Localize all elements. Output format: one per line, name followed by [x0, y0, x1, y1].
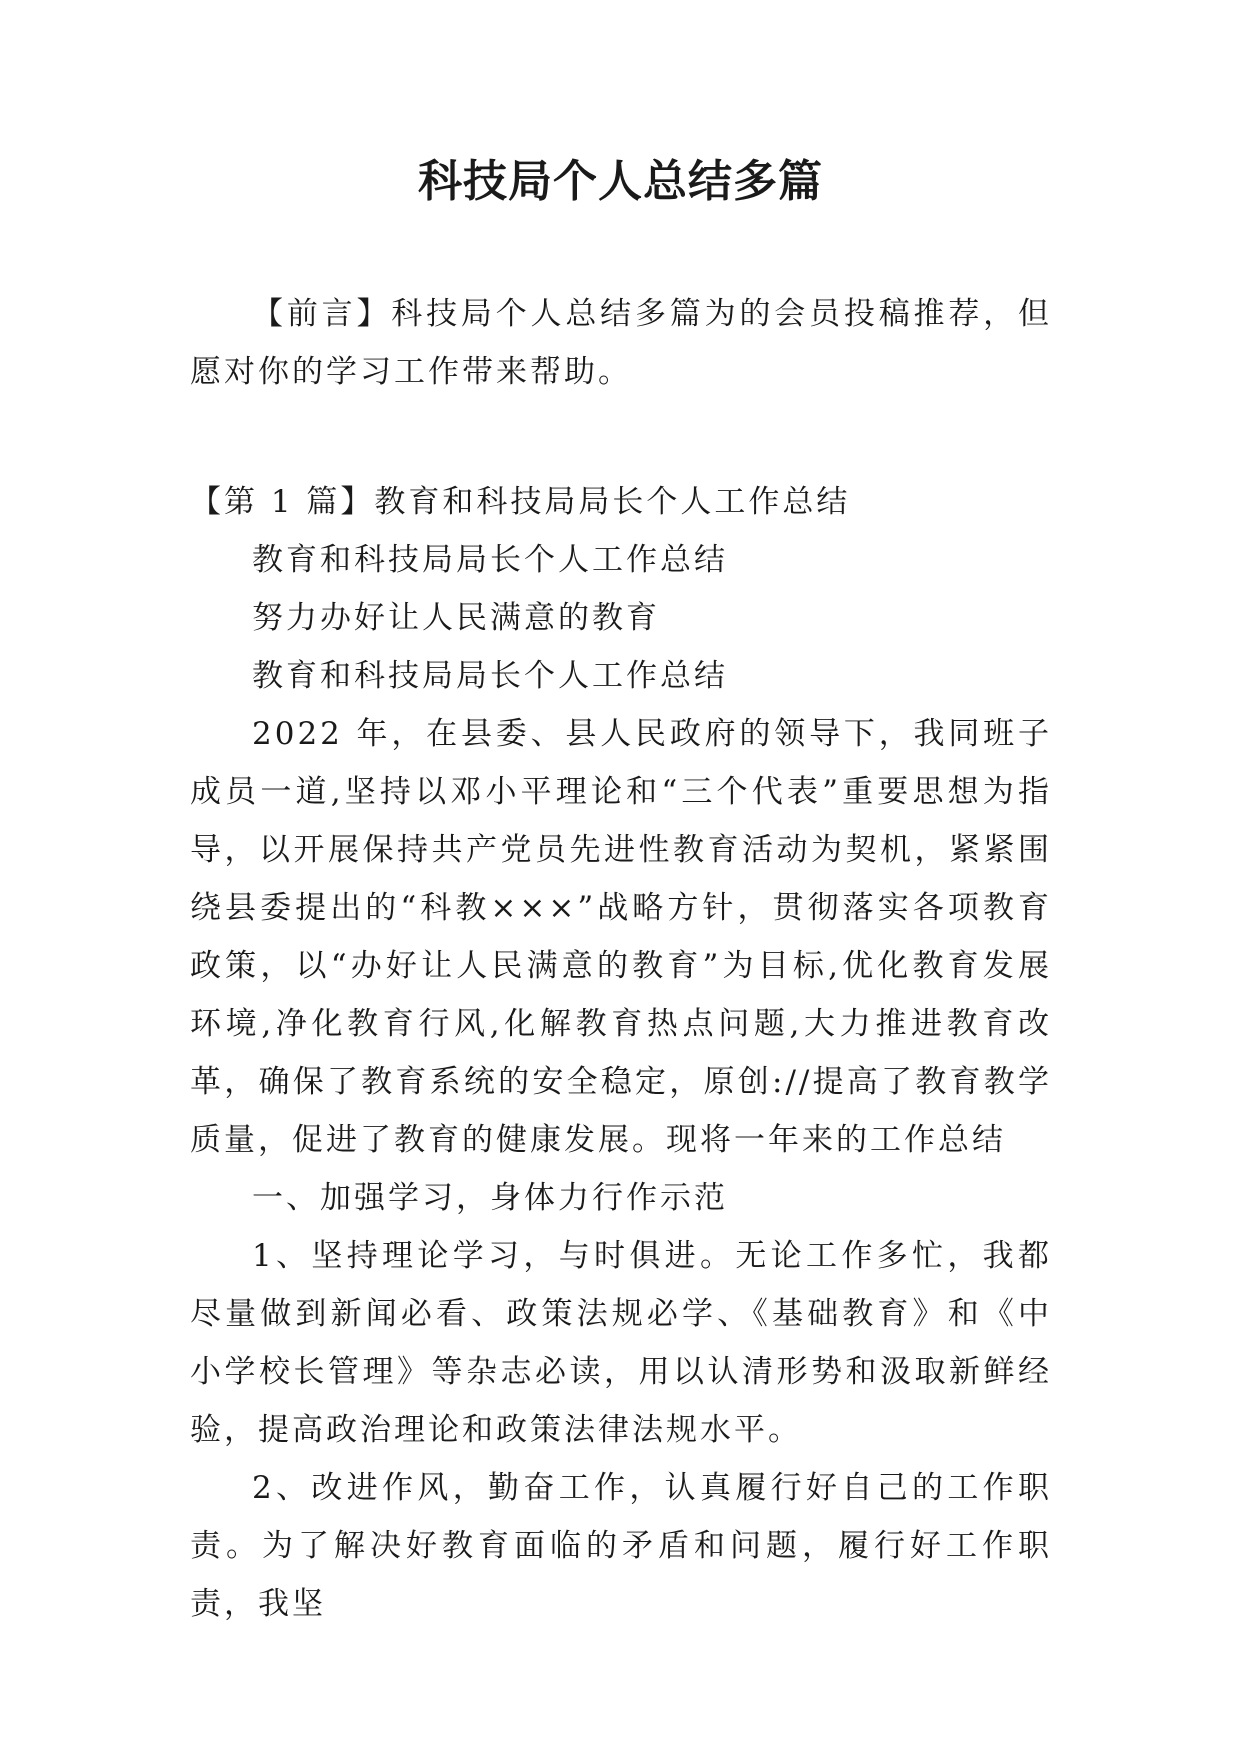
- spacer: [190, 401, 1052, 473]
- subheading: 教育和科技局局长个人工作总结: [252, 658, 728, 694]
- document-title: 科技局个人总结多篇: [418, 156, 823, 207]
- intro-paragraph: 2022 年，在县委、县人民政府的领导下，我同班子成员一道,坚持以邓小平理论和“三个代表”重要思想为指导，以开展保持共产党员先进性教育活动为契机，紧紧围绕县委提出的“科教×××”战略方针，贯彻落实各项教育政策，以“办好让人民满意的教育”为目标,优化教育发展环境,净化教育行风,化解教育热点问题,大力推进教育改革，确保了教育系统的安全稳定，原创://提高了教育教学质量，促进了教育的健康发展。现将一年来的工作总结: [190, 716, 1052, 1158]
- subheading: 教育和科技局局长个人工作总结: [252, 542, 728, 578]
- preface-paragraph: 【前言】科技局个人总结多篇为的会员投稿推荐，但愿对你的学习工作带来帮助。: [190, 296, 1052, 390]
- chapter-heading: 【第 1 篇】教育和科技局局长个人工作总结: [190, 484, 851, 520]
- subheading: 努力办好让人民满意的教育: [252, 600, 660, 636]
- list-item: 1、坚持理论学习，与时俱进。无论工作多忙，我都尽量做到新闻必看、政策法规必学、《基础教育》和《中小学校长管理》等杂志必读，用以认清形势和汲取新鲜经验，提高政治理论和政策法律法规水平。: [190, 1238, 1052, 1448]
- list-item: 2、改进作风，勤奋工作，认真履行好自己的工作职责。为了解决好教育面临的矛盾和问题，履行好工作职责，我坚: [190, 1470, 1052, 1622]
- section-heading: 一、加强学习，身体力行作示范: [252, 1180, 728, 1216]
- document-body: [190, 285, 1052, 1633]
